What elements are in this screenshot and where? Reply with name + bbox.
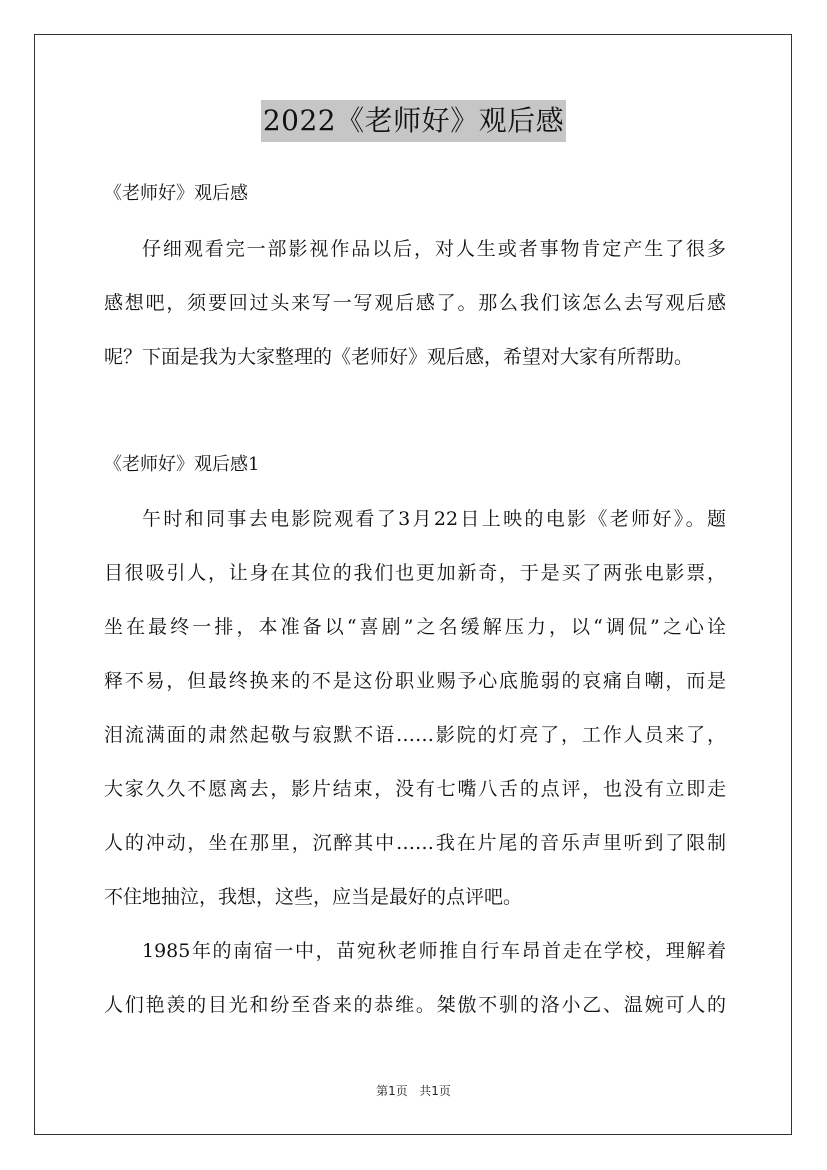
section1-line: 泪流满面的肃然起敬与寂默不语……影院的灯亮了，工作人员来了， — [104, 724, 726, 746]
section1-line: 不住地抽泣，我想，这些，应当是最好的点评吧。 — [104, 886, 523, 908]
intro-line: 呢？下面是我为大家整理的《老师好》观后感，希望对大家有所帮助。 — [104, 346, 694, 368]
section1-line: 人的冲动，坐在那里，沉醉其中……我在片尾的音乐声里听到了限制 — [104, 832, 726, 854]
section1-line: 目很吸引人，让身在其位的我们也更加新奇，于是买了两张电影票， — [104, 562, 726, 584]
intro-line: 感想吧，须要回过头来写一写观后感了。那么我们该怎么去写观后感 — [104, 292, 726, 314]
section2-line: 人们艳羡的目光和纷至沓来的恭维。桀傲不驯的洛小乙、温婉可人的 — [104, 994, 726, 1016]
section1-heading: 《老师好》观后感1 — [104, 454, 260, 475]
page-number: 第1页 — [376, 1084, 408, 1098]
title-container — [0, 100, 827, 142]
section1-line: 释不易，但最终换来的不是这份职业赐予心底脆弱的哀痛自嘲，而是 — [104, 670, 726, 692]
intro-line: 仔细观看完一部影视作品以后，对人生或者事物肯定产生了很多 — [142, 238, 726, 260]
page-total: 共1页 — [419, 1084, 451, 1098]
section1-line: 坐在最终一排，本准备以“喜剧”之名缓解压力，以“调侃”之心诠 — [104, 616, 726, 638]
section1-line: 大家久久不愿离去，影片结束，没有七嘴八舌的点评，也没有立即走 — [104, 778, 726, 800]
intro-heading: 《老师好》观后感 — [104, 183, 248, 204]
page-footer — [0, 1083, 827, 1099]
section2-line: 1985年的南宿一中，苗宛秋老师推自行车昂首走在学校，理解着 — [142, 940, 726, 962]
section1-line: 午时和同事去电影院观看了3月22日上映的电影《老师好》。题 — [142, 508, 726, 530]
document-title: 2022《老师好》观后感 — [261, 100, 566, 142]
